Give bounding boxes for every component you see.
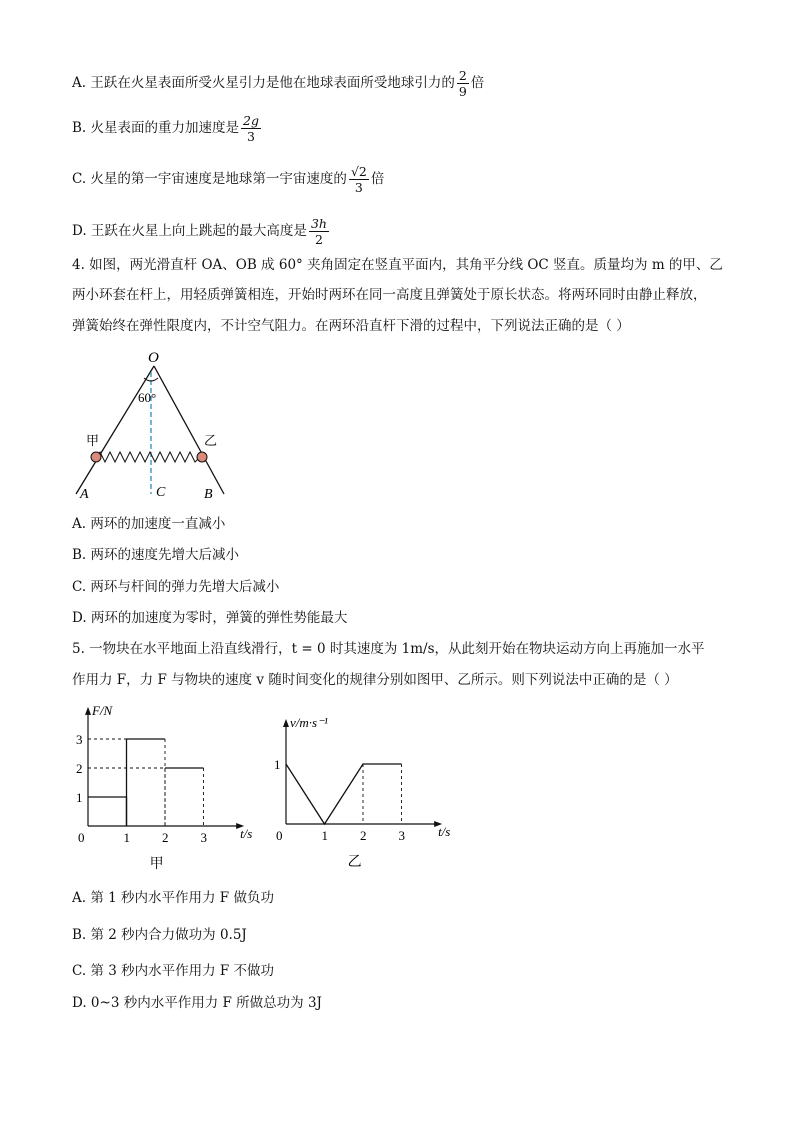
q5-stem-line1: 5. 一物块在水平地面上沿直线滑行，t = 0 时其速度为 1m/s，从此刻开始在物块运动方向上再施加一水平 bbox=[72, 641, 705, 657]
x-tick-label: 2 bbox=[162, 830, 169, 845]
rod-ob bbox=[154, 366, 224, 494]
q4-option-a: A. 两环的加速度一直减小 bbox=[72, 516, 226, 532]
q3-option-b: B. 火星表面的重力加速度是 $\frac{2g}{3}$ bbox=[72, 113, 259, 144]
q4-stem-line1: 4. 如图，两光滑直杆 OA、OB 成 60° 夹角固定在竖直平面内，其角平分线 OC 竖直。质量均为 m 的甲、乙 bbox=[72, 257, 723, 273]
velocity-line bbox=[286, 764, 402, 824]
y-axis-label: F/N bbox=[92, 702, 113, 718]
label-a: A bbox=[80, 487, 89, 502]
chart-velocity-time bbox=[270, 700, 470, 880]
spring bbox=[96, 452, 200, 462]
q3-option-c: C. 火星的第一宇宙速度是地球第一宇宙速度的 $\frac{√2}{3}$ 倍 bbox=[72, 164, 385, 195]
label-jia: 甲 bbox=[86, 433, 100, 448]
q4-stem-line2: 两小环套在杆上，用轻质弹簧相连，开始时两环在同一高度且弹簧处于原长状态。将两环同时由静止释放， bbox=[72, 287, 707, 303]
x-axis-label: t/s bbox=[240, 826, 253, 841]
y-tick-label: 1 bbox=[274, 757, 281, 772]
label-b: B bbox=[204, 487, 213, 502]
q4-option-d: D. 两环的加速度为零时，弹簧的弹性势能最大 bbox=[72, 610, 348, 626]
q3-option-a: A. 王跃在火星表面所受火星引力是他在地球表面所受地球引力的 $\frac{2}{9}$ 倍 bbox=[72, 68, 485, 99]
y-axis-label: v/m·s⁻¹ bbox=[290, 715, 328, 730]
q5-option-a: A. 第 1 秒内水平作用力 F 做负功 bbox=[72, 890, 274, 906]
fraction: $\frac{3h}{2}$ bbox=[310, 216, 327, 247]
y-tick-label: 1 bbox=[76, 790, 83, 805]
q5-stem-line2: 作用力 F，力 F 与物块的速度 v 随时间变化的规律分别如图甲、乙所示。则下列说法中正确的是（ ） bbox=[72, 672, 678, 688]
y-tick-label: 2 bbox=[76, 761, 83, 776]
y-tick-label: 3 bbox=[76, 732, 83, 747]
q3-option-d: D. 王跃在火星上向上跳起的最大高度是 $\frac{3h}{2}$ bbox=[72, 216, 327, 247]
x-tick-label: 1 bbox=[321, 828, 328, 843]
q4-option-b: B. 两环的速度先增大后减小 bbox=[72, 547, 240, 563]
x-tick-label: 0 bbox=[276, 828, 283, 843]
label-yi: 乙 bbox=[204, 433, 218, 448]
rod-oa bbox=[76, 366, 157, 494]
q5-option-d: D. 0~3 秒内水平作用力 F 所做总功为 3J bbox=[72, 995, 322, 1011]
x-axis-label: t/s bbox=[438, 824, 451, 839]
q4-option-c: C. 两环与杆间的弹力先增大后减小 bbox=[72, 579, 280, 595]
x-tick-label: 1 bbox=[123, 830, 130, 845]
label-c: C bbox=[156, 485, 166, 500]
chart-caption: 乙 bbox=[347, 855, 362, 870]
ring-jia bbox=[91, 452, 101, 462]
ring-yi bbox=[197, 452, 207, 462]
chart-caption: 甲 bbox=[149, 857, 164, 872]
y-axis-arrow bbox=[85, 707, 91, 715]
fraction: $\frac{2g}{3}$ bbox=[243, 113, 259, 144]
q4-stem-line3: 弹簧始终在弹性限度内，不计空气阻力。在两环沿直杆下滑的过程中，下列说法正确的是（ ） bbox=[72, 318, 630, 334]
label-o: O bbox=[148, 350, 159, 366]
x-tick-label: 3 bbox=[398, 828, 405, 843]
chart-force-time bbox=[70, 700, 270, 880]
y-axis-arrow bbox=[283, 719, 289, 727]
label-angle: 60° bbox=[138, 390, 157, 405]
q4-figure bbox=[70, 344, 240, 506]
q5-option-b: B. 第 2 秒内合力做功为 0.5J bbox=[72, 927, 247, 943]
fraction: $\frac{√2}{3}$ bbox=[350, 164, 367, 195]
x-tick-label: 0 bbox=[78, 830, 85, 845]
q5-option-c: C. 第 3 秒内水平作用力 F 不做功 bbox=[72, 963, 275, 979]
x-tick-label: 2 bbox=[360, 828, 367, 843]
fraction: $\frac{2}{9}$ bbox=[458, 68, 467, 99]
x-tick-label: 3 bbox=[200, 830, 207, 845]
